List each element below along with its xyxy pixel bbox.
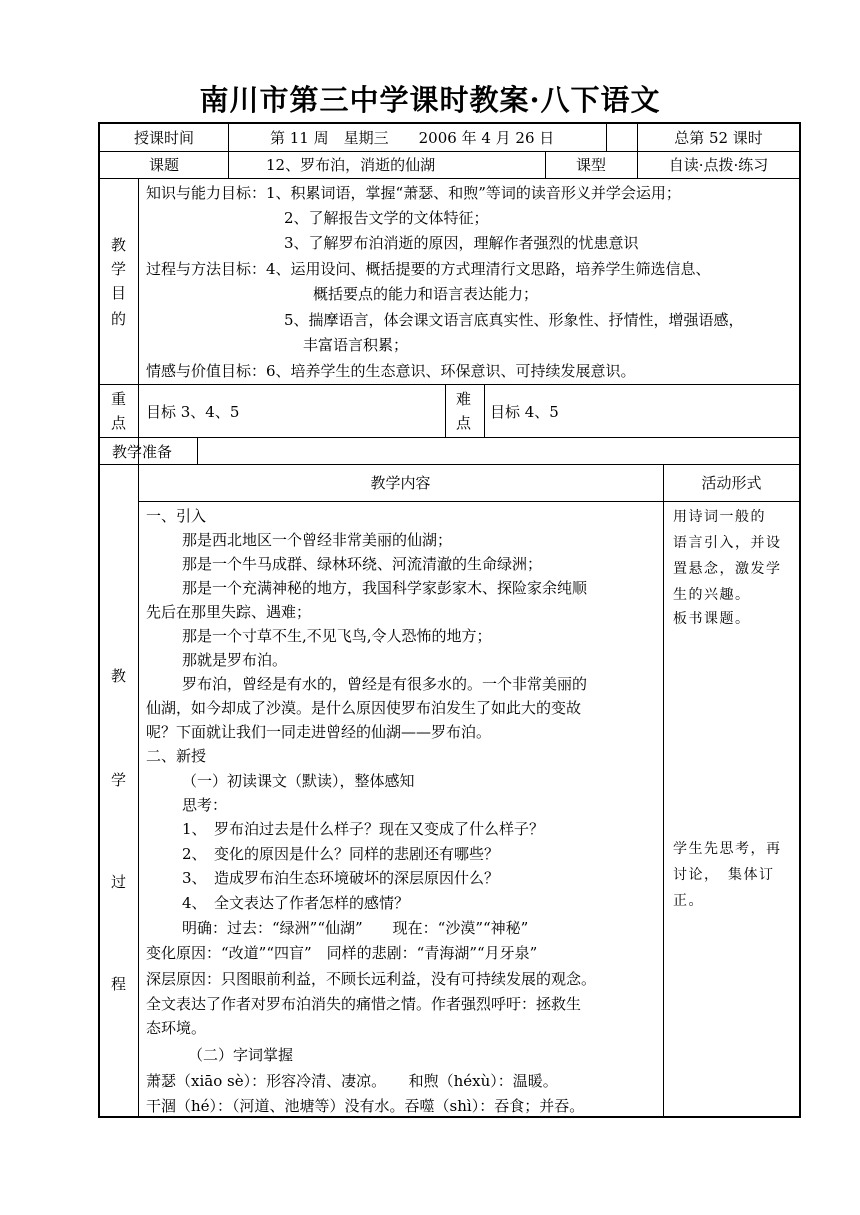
- content-line: 变化原因：“改道”“四盲” 同样的悲剧：“青海湖”“月牙泉”: [146, 944, 538, 962]
- content-header: 教学内容: [370, 474, 431, 492]
- objective-line: 知识与能力目标：1、积累词语，掌握“萧瑟、和煦”等词的读音形义并学会运用；: [146, 184, 681, 202]
- activity-note: 学生先思考，再: [673, 841, 782, 857]
- activity-note: 用诗词一般的: [673, 509, 766, 525]
- activity-note: 板书课题。: [673, 611, 751, 627]
- activity-header: 活动形式: [701, 474, 762, 492]
- activity-note: 置悬念，激发学: [673, 561, 782, 577]
- activity-note: 语言引入，并设: [673, 535, 782, 551]
- content-line: 那是一个牛马成群、绿林环绕、河流清澈的生命绿洲；: [182, 555, 543, 573]
- process-label-1: 教: [111, 667, 127, 685]
- content-line: 呢？下面就让我们一同走进曾经的仙湖——罗布泊。: [146, 723, 492, 741]
- content-line: 仙湖，如今却成了沙漠。是什么原因使罗布泊发生了如此大的变故: [146, 699, 582, 717]
- content-line: 那就是罗布泊。: [182, 651, 288, 669]
- content-line: 萧瑟（xiāo sè）：形容冷清、凄凉。 和煦（héxù）：温暖。: [146, 1072, 558, 1090]
- key-points: 目标 3、4、5: [146, 403, 240, 421]
- content-line: 二、新授: [146, 747, 207, 765]
- lesson-date: 第 11 周 星期三 2006 年 4 月 26 日: [270, 129, 555, 147]
- content-line: 全文表达了作者对罗布泊消失的痛惜之情。作者强烈呼吁：拯救生: [146, 995, 582, 1013]
- objective-line: 概括要点的能力和语言表达能力；: [313, 285, 539, 303]
- content-line: 4、 全文表达了作者怎样的感情？: [182, 894, 410, 912]
- content-line: （二）字词掌握: [188, 1046, 294, 1064]
- activity-note: 生的兴趣。: [673, 587, 751, 603]
- content-line: 一、引入: [146, 507, 207, 525]
- key-label-2: 点: [111, 414, 127, 432]
- prep-label: 教学准备: [112, 443, 173, 461]
- objective-line: 丰富语言积累；: [303, 336, 409, 354]
- hard-label-2: 点: [456, 414, 472, 432]
- objective-line: 5、揣摩语言，体会课文语言底真实性、形象性、抒情性，增强语感，: [284, 311, 744, 329]
- document-title: 南川市第三中学课时教案·八下语文: [199, 83, 661, 117]
- process-label-3: 过: [111, 873, 127, 891]
- objectives-label-2: 学: [111, 260, 127, 278]
- difficult-points: 目标 4、5: [490, 403, 559, 421]
- objectives-label-3: 目: [111, 284, 127, 302]
- objective-line: 3、了解罗布泊消逝的原因，理解作者强烈的忧患意识: [284, 234, 639, 252]
- content-line: 先后在那里失踪、遇难；: [146, 603, 312, 621]
- time-label: 授课时间: [133, 129, 194, 147]
- content-line: 3、 造成罗布泊生态环境破坏的深层原因什么？: [182, 869, 500, 887]
- process-label-2: 学: [111, 771, 127, 789]
- activity-note: 正。: [673, 893, 704, 909]
- content-line: 思考：: [182, 796, 228, 814]
- process-label-4: 程: [111, 975, 127, 993]
- content-line: 明确：过去：“绿洲”“仙湖” 现在：“沙漠”“神秘”: [182, 919, 529, 937]
- content-line: 干涸（hé）：（河道、池塘等）没有水。吞噬（shì）：吞食；并吞。: [146, 1097, 585, 1115]
- type-label: 课型: [575, 156, 606, 174]
- hard-label-1: 难: [456, 390, 472, 408]
- content-line: 罗布泊，曾经是有水的，曾经是有很多水的。一个非常美丽的: [182, 675, 588, 693]
- content-line: 1、 罗布泊过去是什么样子？现在又变成了什么样子？: [182, 820, 545, 838]
- lesson-topic: 12、罗布泊，消逝的仙湖: [266, 156, 436, 174]
- objectives-label-1: 教: [111, 236, 127, 254]
- content-line: 那是一个充满神秘的地方，我国科学家彭家木、探险家余纯顺: [182, 579, 588, 597]
- total-lessons: 总第 52 课时: [674, 129, 763, 147]
- objectives-label-4: 的: [111, 310, 127, 328]
- content-line: 那是西北地区一个曾经非常美丽的仙湖；: [182, 531, 453, 549]
- activity-note: 讨论， 集体订: [673, 867, 775, 883]
- key-label-1: 重: [111, 390, 127, 408]
- topic-label: 课题: [148, 156, 179, 174]
- objective-line: 情感与价值目标：6、培养学生的生态意识、环保意识、可持续发展意识。: [146, 362, 636, 380]
- lesson-plan-table: [98, 122, 801, 1118]
- objective-line: 过程与方法目标：4、运用设问、概括提要的方式理清行文思路，培养学生筛选信息、: [146, 260, 711, 278]
- content-line: 那是一个寸草不生,不见飞鸟,令人恐怖的地方；: [182, 627, 492, 645]
- content-line: （一）初读课文（默读），整体感知: [182, 772, 415, 790]
- content-line: 2、 变化的原因是什么？同样的悲剧还有哪些？: [182, 845, 500, 863]
- lesson-type: 自读·点拨·练习: [668, 156, 769, 174]
- content-line: 深层原因：只图眼前利益，不顾长远利益，没有可持续发展的观念。: [146, 970, 597, 988]
- content-line: 态环境。: [146, 1019, 207, 1037]
- objective-line: 2、了解报告文学的文体特征；: [284, 209, 489, 227]
